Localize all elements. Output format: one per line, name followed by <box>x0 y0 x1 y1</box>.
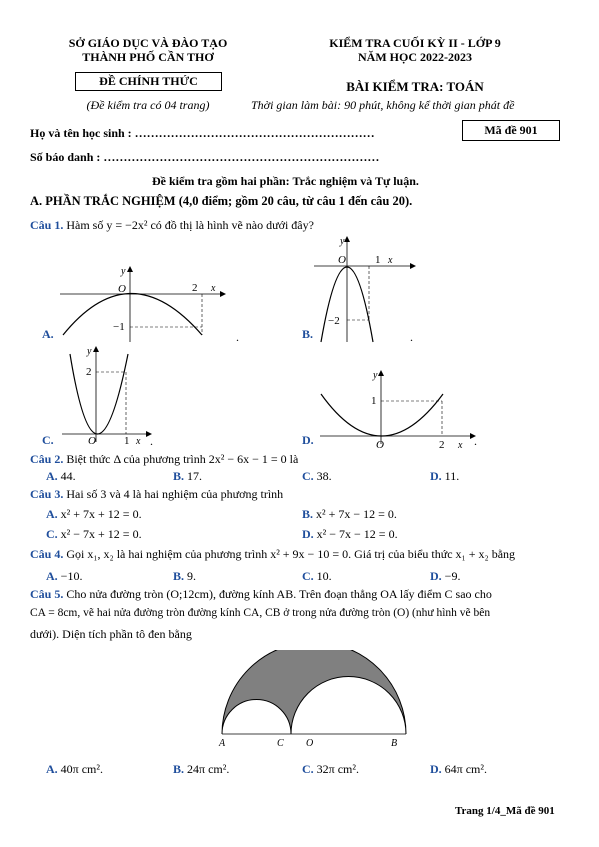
graph-b-tick-1: 1 <box>375 254 381 266</box>
option-1d[interactable]: D. <box>302 433 314 447</box>
option-2b[interactable] <box>173 469 202 484</box>
exam-title: KIỂM TRA CUỐI KỲ II - LỚP 9 <box>329 36 501 50</box>
graph-b-y-label: y <box>340 236 345 247</box>
option-value: 32π cm². <box>316 762 359 776</box>
option-2a[interactable] <box>46 469 76 484</box>
option-3c[interactable] <box>46 527 142 542</box>
graph-d-tick-1: 1 <box>371 395 377 407</box>
option-5a[interactable] <box>46 762 103 777</box>
pages-note: (Đề kiểm tra có 04 trang) <box>86 98 210 112</box>
question-5-label: Câu 5. <box>30 587 64 601</box>
graph-d-origin: O <box>376 439 384 449</box>
question-2-label: Câu 2. <box>30 452 64 466</box>
option-value: 44. <box>60 469 76 483</box>
option-value: 64π cm². <box>444 762 487 776</box>
option-4a[interactable] <box>46 569 82 584</box>
graph-a-tick-2: 2 <box>192 282 198 294</box>
option-1c[interactable]: C. <box>42 433 54 447</box>
graph-a-x-label: x <box>211 283 216 294</box>
question-2 <box>30 452 298 467</box>
option-3a[interactable] <box>46 507 142 522</box>
option-letter: B. <box>173 569 188 583</box>
option-letter: D. <box>430 762 445 776</box>
option-2c[interactable] <box>302 469 332 484</box>
dept-line2: THÀNH PHỐ CẦN THƠ <box>82 50 214 64</box>
option-letter: A. <box>46 507 61 521</box>
option-letter: D. <box>430 469 445 483</box>
option-3b[interactable] <box>302 507 397 522</box>
option-letter: C. <box>302 469 317 483</box>
option-5d[interactable] <box>430 762 487 777</box>
option-value: x² − 7x − 12 = 0. <box>316 527 398 541</box>
graph-a-origin: O <box>118 283 126 295</box>
time-note: Thời gian làm bài: 90 phút, không kể thời gian phát đề <box>251 98 515 112</box>
option-value: x² − 7x + 12 = 0. <box>60 527 142 541</box>
graph-d-x-label: x <box>458 440 463 449</box>
option-1a[interactable]: A. <box>42 327 54 341</box>
point-c-label: C <box>277 738 284 749</box>
question-5-text-line2: CA = 8cm, vẽ hai nửa đường tròn đường kính CA, CB ở trong nửa đường tròn (O) (như hình vẽ bên <box>30 607 491 619</box>
option-3d[interactable] <box>302 527 398 542</box>
question-1-label: Câu 1. <box>30 218 64 232</box>
question-4 <box>30 547 515 562</box>
graph-a <box>55 260 235 345</box>
option-value: 17. <box>187 469 203 483</box>
option-value: x² + 7x − 12 = 0. <box>316 507 397 521</box>
subject-title: BÀI KIỂM TRA: TOÁN <box>346 79 484 94</box>
graph-c-y-label: y <box>87 346 92 357</box>
option-value: 9. <box>187 569 197 583</box>
question-5-text-line1: Cho nửa đường tròn (O;12cm), đường kính AB. Trên đoạn thẳng OA lấy điểm C sao cho <box>66 587 492 601</box>
page-footer: Trang 1/4_Mã đề 901 <box>455 805 555 817</box>
graph-c-tick-2: 2 <box>86 366 92 378</box>
option-2d[interactable] <box>430 469 459 484</box>
option-4c[interactable] <box>302 569 332 584</box>
graph-a-y-label: y <box>121 266 126 277</box>
question-4-text: Gọi x₁, x₂ là hai nghiệm của phương trình x² + 9x − 10 = 0. Giá trị của biểu thức x₁ + x₂ bằng <box>66 547 516 561</box>
option-4d[interactable] <box>430 569 460 584</box>
graph-a-tick-minus1: −1 <box>113 321 125 333</box>
question-5 <box>30 587 492 602</box>
question-3 <box>30 487 283 502</box>
point-o-label: O <box>306 738 314 749</box>
school-year: NĂM HỌC 2022-2023 <box>358 50 472 64</box>
option-1b[interactable]: B. <box>302 327 314 341</box>
question-5-text-line3: dưới). Diện tích phần tô đen bằng <box>30 627 192 641</box>
option-letter: D. <box>430 569 445 583</box>
option-value: −10. <box>60 569 83 583</box>
graph-b-tick-minus2: −2 <box>328 315 340 327</box>
question-3-label: Câu 3. <box>30 487 64 501</box>
candidate-no-label: Số báo danh : …………………………………………………………… <box>30 150 380 164</box>
option-letter: C. <box>302 762 317 776</box>
graph-c-origin: O <box>88 435 96 447</box>
option-value: 24π cm². <box>187 762 230 776</box>
exam-code: Mã đề 901 <box>462 120 560 141</box>
section-a-title: A. PHẦN TRẮC NGHIỆM (4,0 điểm; gồm 20 câu, từ câu 1 đến câu 20). <box>30 194 413 208</box>
option-4b[interactable] <box>173 569 196 584</box>
question-2-text: Biệt thức Δ của phương trình 2x² − 6x − 1 = 0 là <box>66 452 299 466</box>
graph-d-y-label: y <box>373 370 378 381</box>
graph-c <box>58 342 158 447</box>
question-1 <box>30 218 314 233</box>
option-value: −9. <box>444 569 461 583</box>
option-letter: C. <box>46 527 61 541</box>
option-5b[interactable] <box>173 762 229 777</box>
option-letter: B. <box>302 507 317 521</box>
graph-b <box>310 232 420 344</box>
graph-c-x-label: x <box>136 436 141 447</box>
option-value: 10. <box>316 569 332 583</box>
official-label: ĐỀ CHÍNH THỨC <box>75 72 222 91</box>
dept-line1: SỞ GIÁO DỤC VÀ ĐÀO TẠO <box>68 36 228 50</box>
question-3-text: Hai số 3 và 4 là hai nghiệm của phương trình <box>66 487 284 501</box>
option-value: 38. <box>316 469 332 483</box>
option-value: 11. <box>444 469 460 483</box>
question-1-text: Hàm số y = −2x² có đồ thị là hình vẽ nào dưới đây? <box>66 218 314 232</box>
option-value: 40π cm². <box>60 762 103 776</box>
option-value: x² + 7x + 12 = 0. <box>60 507 142 521</box>
point-b-label: B <box>391 738 398 749</box>
option-letter: A. <box>46 569 61 583</box>
point-a-label: A <box>219 738 226 749</box>
graph-d-tick-2: 2 <box>439 439 445 449</box>
option-letter: A. <box>46 469 61 483</box>
student-name-label: Họ và tên học sinh : …………………………………………………… <box>30 126 375 140</box>
graph-b-x-label: x <box>388 255 393 266</box>
option-letter: C. <box>302 569 317 583</box>
intro-text: Đề kiểm tra gồm hai phần: Trắc nghiệm và Tự luận. <box>152 174 419 188</box>
option-letter: B. <box>173 469 188 483</box>
semicircle-figure <box>210 650 410 750</box>
graph-d <box>315 364 485 449</box>
option-letter: B. <box>173 762 188 776</box>
graph-c-tick-1: 1 <box>124 435 130 447</box>
question-4-label: Câu 4. <box>30 547 64 561</box>
option-5c[interactable] <box>302 762 359 777</box>
graph-b-origin: O <box>338 254 346 266</box>
option-letter: D. <box>302 527 317 541</box>
option-letter: A. <box>46 762 61 776</box>
